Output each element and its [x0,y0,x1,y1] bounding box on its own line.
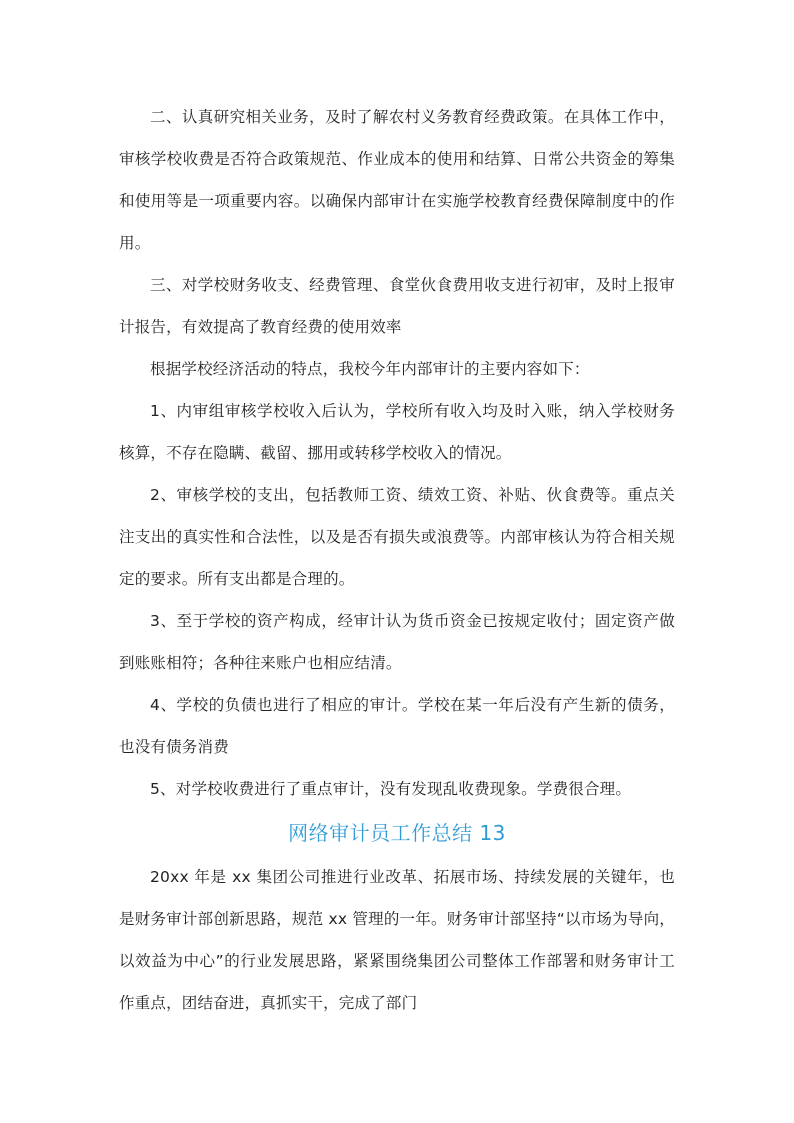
document-page [119,96,675,1024]
paragraph-audit-content-intro: 根据学校经济活动的特点，我校今年内部审计的主要内容如下： [150,360,590,378]
paragraph-policy-study: 二、认真研究相关业务，及时了解农村义务教育经费政策。在具体工作中，审核学校收费是否符合政策规范、作业成本的使用和结算、日常公共资金的筹集和使用等是一项重要内容。以确保内部审计在实施学校教育经费保障制度中的作用。 [119,108,675,252]
paragraph-fee-audit: 5、对学校收费进行了重点审计，没有发现乱收费现象。学费很合理。 [150,780,632,798]
paragraph-expense-audit: 2、审核学校的支出，包括教师工资、绩效工资、补贴、伙食费等。重点关注支出的真实性和合法性，以及是否有损失或浪费等。内部审核认为符合相关规定的要求。所有支出都是合理的。 [119,486,675,588]
section-heading: 网络审计员工作总结 13 [288,821,506,845]
paragraph-summary-intro: 20xx 年是 xx 集团公司推进行业改革、拓展市场、持续发展的关键年，也是财务审计部创新思路，规范 xx 管理的一年。财务审计部坚持“以市场为导向，以效益为中心”的行业发展思路，紧紧围绕集团公司整体工作部署和财务审计工作重点，团结奋进，真抓实干，完成了部门 [119,868,675,1012]
paragraph-preliminary-audit: 三、对学校财务收支、经费管理、食堂伙食费用收支进行初审，及时上报审计报告，有效提高了教育经费的使用效率 [119,276,675,336]
paragraph-income-audit: 1、内审组审核学校收入后认为，学校所有收入均及时入账，纳入学校财务核算，不存在隐瞒、截留、挪用或转移学校收入的情况。 [119,402,675,462]
paragraph-asset-audit: 3、至于学校的资产构成，经审计认为货币资金已按规定收付；固定资产做到账账相符；各种往来账户也相应结清。 [119,612,675,672]
paragraph-liability-audit: 4、学校的负债也进行了相应的审计。学校在某一年后没有产生新的债务，也没有债务消费 [119,696,675,756]
